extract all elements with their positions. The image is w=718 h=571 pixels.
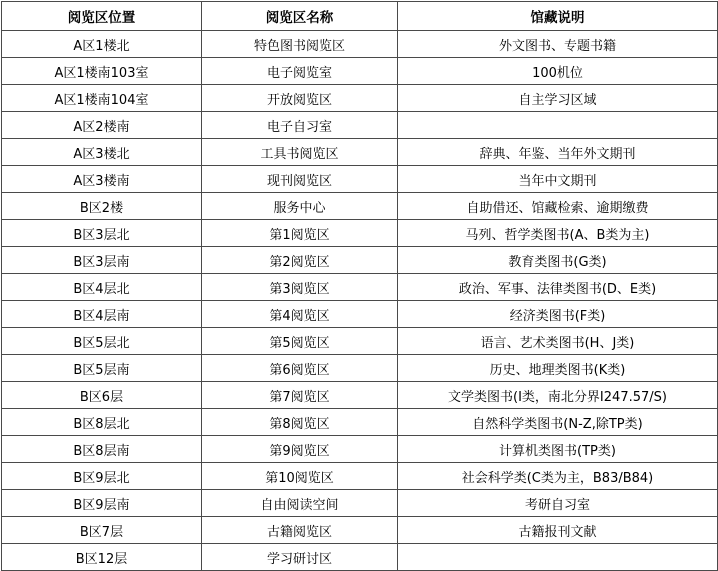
area-name-cell: 第5阅览区 bbox=[202, 328, 398, 355]
collection-note-cell: 外文图书、专题书籍 bbox=[398, 31, 718, 58]
area-name-cell: 第2阅览区 bbox=[202, 247, 398, 274]
collection-note-cell: 100机位 bbox=[398, 58, 718, 85]
area-name-cell: 开放阅览区 bbox=[202, 85, 398, 112]
location-cell: A区1楼北 bbox=[2, 31, 202, 58]
table-row bbox=[2, 544, 718, 571]
location-cell: A区2楼南 bbox=[2, 112, 202, 139]
collection-note-cell: 计算机类图书(TP类) bbox=[398, 436, 718, 463]
area-name-cell: 第4阅览区 bbox=[202, 301, 398, 328]
table-row bbox=[2, 517, 718, 544]
reading-area-table bbox=[1, 1, 718, 571]
collection-note-cell: 自主学习区域 bbox=[398, 85, 718, 112]
area-name-cell: 第9阅览区 bbox=[202, 436, 398, 463]
table-row bbox=[2, 31, 718, 58]
location-cell: B区12层 bbox=[2, 544, 202, 571]
area-name-cell: 第8阅览区 bbox=[202, 409, 398, 436]
location-cell: B区5层南 bbox=[2, 355, 202, 382]
location-cell: A区1楼南103室 bbox=[2, 58, 202, 85]
location-cell: B区2楼 bbox=[2, 193, 202, 220]
header-collection-note: 馆藏说明 bbox=[398, 2, 718, 31]
location-cell: B区8层北 bbox=[2, 409, 202, 436]
table-row bbox=[2, 490, 718, 517]
area-name-cell: 第3阅览区 bbox=[202, 274, 398, 301]
collection-note-cell: 辞典、年鉴、当年外文期刊 bbox=[398, 139, 718, 166]
table-row bbox=[2, 463, 718, 490]
area-name-cell: 自由阅读空间 bbox=[202, 490, 398, 517]
location-cell: B区6层 bbox=[2, 382, 202, 409]
area-name-cell: 服务中心 bbox=[202, 193, 398, 220]
table-body bbox=[2, 31, 718, 571]
table-row bbox=[2, 85, 718, 112]
table-row bbox=[2, 193, 718, 220]
collection-note-cell: 当年中文期刊 bbox=[398, 166, 718, 193]
area-name-cell: 第7阅览区 bbox=[202, 382, 398, 409]
collection-note-cell: 马列、哲学类图书(A、B类为主) bbox=[398, 220, 718, 247]
location-cell: A区3楼北 bbox=[2, 139, 202, 166]
location-cell: B区4层北 bbox=[2, 274, 202, 301]
table-row bbox=[2, 112, 718, 139]
area-name-cell: 电子自习室 bbox=[202, 112, 398, 139]
location-cell: B区9层南 bbox=[2, 490, 202, 517]
location-cell: A区3楼南 bbox=[2, 166, 202, 193]
collection-note-cell: 语言、艺术类图书(H、J类) bbox=[398, 328, 718, 355]
area-name-cell: 电子阅览室 bbox=[202, 58, 398, 85]
area-name-cell: 特色图书阅览区 bbox=[202, 31, 398, 58]
collection-note-cell: 自然科学类图书(N-Z,除TP类) bbox=[398, 409, 718, 436]
location-cell: B区4层南 bbox=[2, 301, 202, 328]
collection-note-cell: 社会科学类(C类为主，B83/B84) bbox=[398, 463, 718, 490]
table-row bbox=[2, 247, 718, 274]
collection-note-cell: 古籍报刊文献 bbox=[398, 517, 718, 544]
location-cell: B区3层南 bbox=[2, 247, 202, 274]
location-cell: B区8层南 bbox=[2, 436, 202, 463]
area-name-cell: 第10阅览区 bbox=[202, 463, 398, 490]
collection-note-cell bbox=[398, 544, 718, 571]
table-row bbox=[2, 436, 718, 463]
area-name-cell: 现刊阅览区 bbox=[202, 166, 398, 193]
location-cell: B区5层北 bbox=[2, 328, 202, 355]
location-cell: B区7层 bbox=[2, 517, 202, 544]
collection-note-cell: 教育类图书(G类) bbox=[398, 247, 718, 274]
table-row bbox=[2, 139, 718, 166]
collection-note-cell: 经济类图书(F类) bbox=[398, 301, 718, 328]
table-row bbox=[2, 274, 718, 301]
collection-note-cell: 政治、军事、法律类图书(D、E类) bbox=[398, 274, 718, 301]
header-row bbox=[2, 2, 718, 31]
table-row bbox=[2, 220, 718, 247]
table-row bbox=[2, 382, 718, 409]
collection-note-cell: 考研自习室 bbox=[398, 490, 718, 517]
table-row bbox=[2, 166, 718, 193]
location-cell: A区1楼南104室 bbox=[2, 85, 202, 112]
area-name-cell: 第6阅览区 bbox=[202, 355, 398, 382]
table-row bbox=[2, 301, 718, 328]
area-name-cell: 第1阅览区 bbox=[202, 220, 398, 247]
table-row bbox=[2, 328, 718, 355]
area-name-cell: 古籍阅览区 bbox=[202, 517, 398, 544]
area-name-cell: 工具书阅览区 bbox=[202, 139, 398, 166]
area-name-cell: 学习研讨区 bbox=[202, 544, 398, 571]
location-cell: B区9层北 bbox=[2, 463, 202, 490]
table-row bbox=[2, 355, 718, 382]
header-location: 阅览区位置 bbox=[2, 2, 202, 31]
collection-note-cell: 历史、地理类图书(K类) bbox=[398, 355, 718, 382]
table-row bbox=[2, 409, 718, 436]
collection-note-cell: 文学类图书(I类，南北分界I247.57/S) bbox=[398, 382, 718, 409]
location-cell: B区3层北 bbox=[2, 220, 202, 247]
collection-note-cell bbox=[398, 112, 718, 139]
collection-note-cell: 自助借还、馆藏检索、逾期缴费 bbox=[398, 193, 718, 220]
header-area-name: 阅览区名称 bbox=[202, 2, 398, 31]
table-row bbox=[2, 58, 718, 85]
